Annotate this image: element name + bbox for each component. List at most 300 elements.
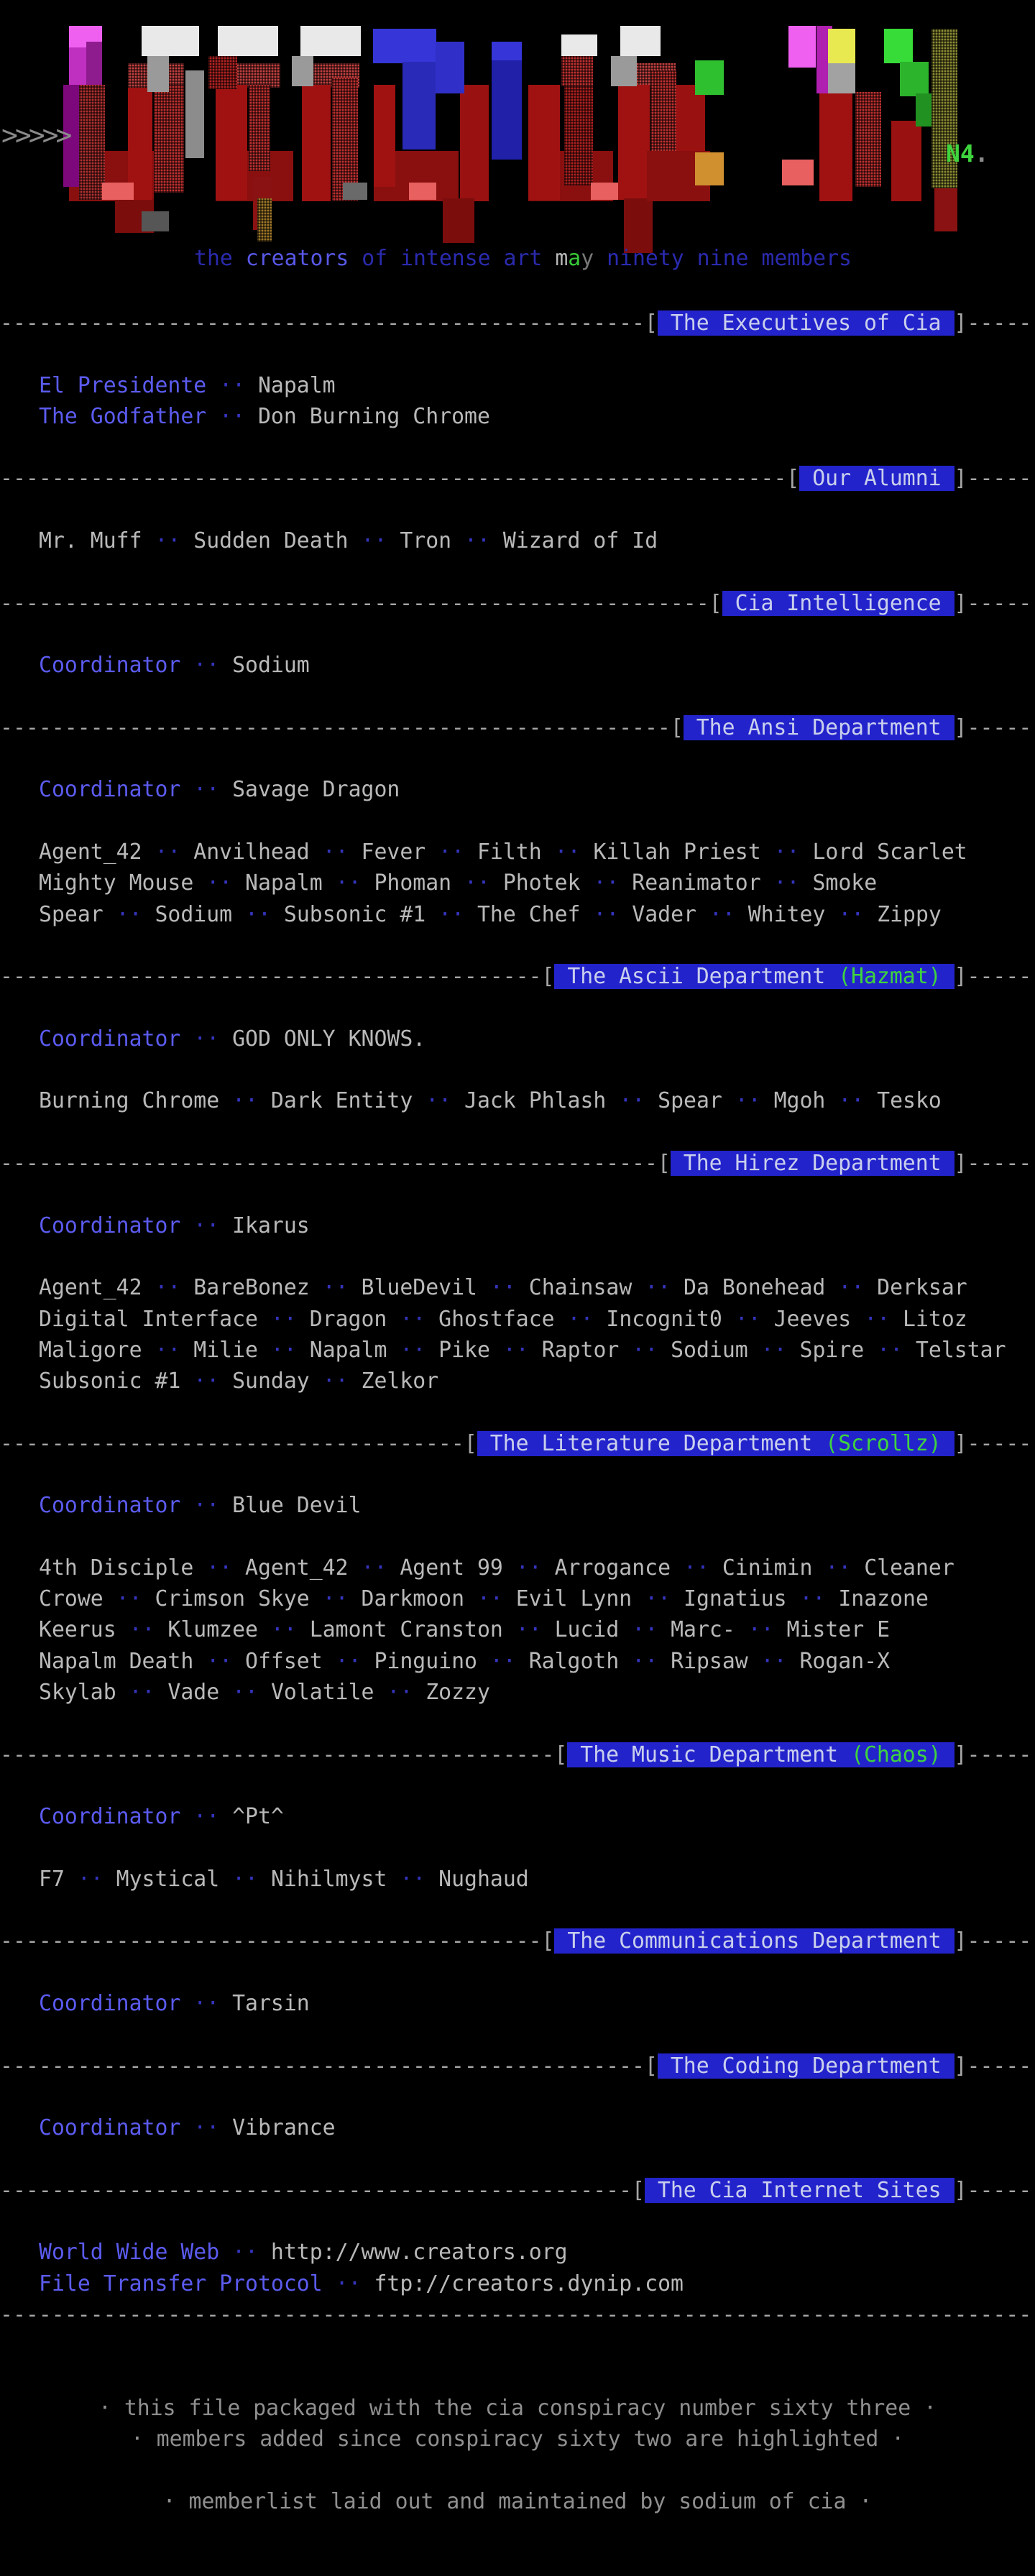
separator-dots: ··: [489, 1337, 542, 1363]
member-name: Arrogance: [554, 1555, 671, 1581]
separator-dots: ··: [387, 1306, 439, 1332]
section-divider: [0, 712, 1035, 743]
divider-dashes: -------------------------------------------: [0, 1742, 555, 1767]
tagline-segment: the: [194, 246, 246, 271]
tagline-segment: m: [555, 246, 569, 271]
member-name: Savage Dragon: [232, 777, 400, 803]
logo-art-block: [900, 62, 929, 96]
spacer: [0, 556, 1035, 587]
member-name: Tesko: [877, 1088, 942, 1114]
logo-art-block: [492, 42, 522, 62]
logo-art-block: [218, 26, 278, 56]
separator-dots: ··: [322, 870, 374, 896]
spacer: [0, 806, 1035, 837]
member-name: Cinimin: [722, 1555, 813, 1581]
label-row: [0, 1490, 1035, 1521]
member-name: The Chef: [477, 901, 581, 927]
logo-art-block: [460, 85, 489, 201]
divider-rule: [0, 2299, 1035, 2330]
member-row: [0, 837, 1035, 868]
logo-art-block: [374, 85, 395, 187]
member-name: Lamont Cranston: [309, 1617, 503, 1643]
separator-dots: ··: [825, 1275, 878, 1301]
member-row: [0, 1614, 1035, 1645]
label-row: [0, 370, 1035, 401]
separator-dots: ··: [180, 2115, 233, 2141]
separator-dots: ··: [619, 1648, 671, 1674]
logo-art-block: [102, 183, 134, 200]
member-name: GOD ONLY KNOWS.: [232, 1026, 426, 1052]
open-bracket: [: [464, 1430, 477, 1456]
label-row: [0, 2112, 1035, 2143]
logo-art-block: [650, 70, 676, 158]
spacer: [0, 2019, 1035, 2050]
member-name: Darkmoon: [361, 1586, 465, 1612]
member-name: Smoke: [812, 870, 878, 896]
separator-dots: ··: [812, 1555, 865, 1581]
logo-art-block: [782, 160, 814, 185]
separator-dots: ··: [193, 870, 246, 896]
member-name: Subsonic #1: [283, 901, 426, 927]
member-name: F7: [39, 1866, 65, 1892]
section-divider: [0, 1926, 1035, 1956]
spacer: [0, 1895, 1035, 1926]
divider-dashes: -------------------------------------------------: [0, 2177, 632, 2203]
member-name: Tron: [400, 528, 452, 554]
separator-dots: ··: [348, 1555, 400, 1581]
member-name: Sunday: [232, 1368, 310, 1394]
label-row: [0, 1801, 1035, 1832]
member-name: Wizard of Id: [502, 528, 658, 554]
tagline-segment: ninety nine members: [594, 246, 852, 271]
spacer: [0, 743, 1035, 774]
open-bracket: [: [632, 2177, 645, 2203]
member-name: Killah Priest: [593, 840, 761, 865]
open-bracket: [: [657, 1151, 671, 1177]
divider-dashes: -----: [967, 466, 1032, 492]
separator-dots: ··: [193, 1555, 246, 1581]
separator-dots: ··: [116, 1617, 168, 1643]
spacer: [0, 2362, 1035, 2393]
label-row: [0, 650, 1035, 681]
member-name: 4th Disciple: [39, 1555, 194, 1581]
member-name: Pike: [438, 1337, 490, 1363]
divider-dashes: -----: [967, 2053, 1032, 2079]
logo-art-block: [443, 198, 474, 243]
separator-dots: ··: [257, 1306, 310, 1332]
divider-dashes: -----: [967, 1151, 1032, 1177]
member-name: Whitey: [748, 901, 826, 927]
spacer: [0, 2455, 1035, 2485]
member-name: Sodium: [671, 1337, 748, 1363]
spacer: [0, 1459, 1035, 1490]
separator-dots: ··: [632, 1586, 684, 1612]
member-row: [0, 1335, 1035, 1366]
divider-dashes: ------------------------------------------: [0, 1928, 542, 1954]
close-bracket: ]: [954, 1151, 967, 1177]
member-name: Maligore: [39, 1337, 142, 1363]
section-badge: The Ascii Department (Hazmat): [554, 964, 954, 989]
divider-dashes: --------------------------------------------------: [0, 310, 645, 336]
footer-note: · members added since conspiracy sixty two are highlighted ·: [130, 2426, 905, 2452]
divider-dashes: -------------------------------------------------------------: [0, 466, 787, 492]
member-row: [0, 1304, 1035, 1335]
spacer: [0, 2206, 1035, 2237]
member-name: Burning Chrome: [39, 1088, 220, 1114]
logo-art-block: [828, 29, 855, 63]
section-divider: [0, 463, 1035, 494]
spacer: [0, 1957, 1035, 1988]
separator-dots: ··: [748, 1337, 800, 1363]
close-bracket: ]: [954, 466, 967, 492]
separator-dots: ··: [477, 1275, 529, 1301]
divider-dashes: ------------------------------------: [0, 1430, 464, 1456]
member-name: Digital Interface: [39, 1306, 258, 1332]
logo-art-block: [436, 42, 464, 93]
member-name: Agent_42: [39, 840, 142, 865]
logo-art-block: [611, 56, 637, 86]
member-name: Tarsin: [232, 1991, 310, 2017]
separator-dots: ··: [825, 1088, 878, 1114]
separator-dots: ··: [322, 1648, 374, 1674]
member-name: Lord Scarlet: [812, 840, 967, 865]
divider-dashes: --------------------------------------------------: [0, 2053, 645, 2079]
logo-art-block: [788, 26, 816, 68]
section-divider: [0, 2175, 1035, 2206]
member-row: [0, 1646, 1035, 1677]
separator-dots: ··: [309, 1586, 362, 1612]
member-name: Agent_42: [39, 1275, 142, 1301]
separator-dots: ··: [309, 840, 362, 865]
spacer: [0, 619, 1035, 650]
separator-dots: ··: [619, 1337, 671, 1363]
spacer: [0, 993, 1035, 1024]
separator-dots: ··: [477, 1648, 529, 1674]
member-name: Crowe: [39, 1586, 104, 1612]
open-bracket: [: [644, 2053, 658, 2079]
section-divider: [0, 961, 1035, 992]
logo-art-block: [292, 56, 313, 86]
member-name: Chainsaw: [528, 1275, 632, 1301]
member-name: Phoman: [374, 870, 452, 896]
member-name: Agent_42: [245, 1555, 349, 1581]
member-row: [0, 868, 1035, 898]
separator-dots: ··: [735, 1617, 787, 1643]
separator-dots: ··: [180, 1991, 233, 2017]
logo-art-block: [819, 92, 852, 201]
separator-dots: ··: [180, 653, 233, 678]
footer-note: · this file packaged with the cia conspiracy number sixty three ·: [98, 2395, 937, 2421]
separator-dots: ··: [451, 870, 503, 896]
separator-dots: ··: [851, 1306, 903, 1332]
logo-art-block: [373, 29, 436, 63]
separator-dots: ··: [696, 901, 748, 927]
section-badge: The Music Department (Chaos): [567, 1742, 954, 1767]
member-row: [0, 525, 1035, 556]
footer-note: · memberlist laid out and maintained by sodium of cia ·: [162, 2488, 873, 2514]
member-row: [0, 1864, 1035, 1895]
spacer: [0, 339, 1035, 369]
logo-art-block: [343, 183, 367, 200]
member-name: Mighty Mouse: [39, 870, 194, 896]
role-label: El Presidente: [39, 372, 207, 398]
logo-art-block: [154, 85, 184, 193]
label-row: [0, 774, 1035, 805]
spacer: [0, 494, 1035, 525]
section-badge: The Communications Department: [554, 1928, 954, 1954]
spacer: [0, 1708, 1035, 1739]
separator-dots: ··: [180, 1368, 233, 1394]
divider-dashes: -----: [967, 590, 1032, 616]
member-name: http://www.creators.org: [270, 2240, 568, 2266]
section-badge: The Executives of Cia: [658, 310, 954, 336]
member-name: Fever: [361, 840, 426, 865]
separator-dots: ··: [180, 1493, 233, 1519]
separator-dots: ··: [374, 1680, 426, 1706]
label-row: [0, 2268, 1035, 2299]
member-row: [0, 1366, 1035, 1397]
separator-dots: ··: [464, 1586, 516, 1612]
member-name: Mystical: [116, 1866, 220, 1892]
separator-dots: ··: [257, 1337, 310, 1363]
member-name: Sodium: [232, 653, 310, 678]
spacer: [0, 1770, 1035, 1801]
separator-dots: ··: [632, 1275, 684, 1301]
tagline-segment: creators: [245, 246, 349, 271]
section-divider: [0, 1148, 1035, 1179]
member-name: Rogan-X: [799, 1648, 891, 1674]
logo-art-block: [620, 26, 661, 56]
divider-dashes: ----------------------------------------------------: [0, 714, 671, 740]
tagline-segment: of intense art: [349, 246, 556, 271]
spacer: [0, 2330, 1035, 2361]
member-name: Derksar: [877, 1275, 967, 1301]
member-name: Mister E: [786, 1617, 891, 1643]
role-label: Coordinator: [39, 1493, 181, 1519]
member-name: Litoz: [903, 1306, 967, 1332]
separator-dots: ··: [541, 840, 594, 865]
section-badge: The Literature Department (Scrollz): [477, 1431, 954, 1456]
group-logo-art: [0, 0, 1035, 308]
logo-art-block: [561, 34, 597, 56]
member-name: Sodium: [155, 901, 233, 927]
open-bracket: [: [541, 1928, 555, 1954]
logo-art-block: [676, 85, 705, 158]
issue-suffix: .: [974, 139, 989, 167]
member-name: Klumzee: [167, 1617, 258, 1643]
logo-art-block: [185, 70, 204, 158]
tagline: [194, 243, 852, 274]
member-name: Spire: [799, 1337, 865, 1363]
role-label: Coordinator: [39, 2115, 181, 2141]
tagline-segment: y: [581, 246, 594, 271]
logo-art-block: [891, 121, 921, 201]
separator-dots: ··: [606, 1088, 658, 1114]
role-label: Coordinator: [39, 1991, 181, 2017]
member-name: Milie: [193, 1337, 258, 1363]
member-row: [0, 1272, 1035, 1303]
divider-dashes: -----: [967, 2177, 1032, 2203]
open-bracket: [: [541, 964, 555, 990]
member-name: Nughaud: [438, 1866, 529, 1892]
member-name: Ripsaw: [671, 1648, 748, 1674]
divider-dashes: ---------------------------------------------------: [0, 1151, 658, 1177]
separator-dots: ··: [142, 1275, 194, 1301]
close-bracket: ]: [954, 964, 967, 990]
member-name: Blue Devil: [232, 1493, 362, 1519]
memberlist-body: [0, 308, 1035, 2517]
member-name: Ikarus: [232, 1213, 310, 1238]
separator-dots: ··: [722, 1306, 774, 1332]
close-bracket: ]: [954, 310, 967, 336]
member-name: Zozzy: [426, 1680, 490, 1706]
section-divider: [0, 1739, 1035, 1770]
close-bracket: ]: [954, 2177, 967, 2203]
member-name: Telstar: [915, 1337, 1006, 1363]
separator-dots: ··: [103, 1586, 155, 1612]
role-label: Coordinator: [39, 1804, 181, 1830]
separator-dots: ··: [103, 901, 155, 927]
member-name: Da Bonehead: [684, 1275, 826, 1301]
logo-art-block: [216, 85, 247, 200]
spacer: [0, 681, 1035, 712]
member-row: [0, 1085, 1035, 1116]
member-name: Spear: [658, 1088, 722, 1114]
separator-dots: ··: [748, 1648, 800, 1674]
member-name: Napalm Death: [39, 1648, 194, 1674]
logo-art-block: [828, 63, 855, 93]
separator-dots: ··: [722, 1088, 774, 1114]
member-name: Skylab: [39, 1680, 116, 1706]
logo-art-block: [302, 85, 331, 201]
member-name: Keerus: [39, 1617, 116, 1643]
member-name: BlueDevil: [361, 1275, 477, 1301]
logo-art-block: [402, 62, 436, 150]
separator-dots: ··: [219, 1088, 271, 1114]
role-label: File Transfer Protocol: [39, 2271, 323, 2296]
close-bracket: ]: [954, 714, 967, 740]
member-name: Agent 99: [400, 1555, 503, 1581]
section-divider: [0, 308, 1035, 339]
separator-dots: ··: [580, 870, 632, 896]
logo-art-block: [855, 92, 881, 187]
member-name: Jack Phlash: [464, 1088, 607, 1114]
member-row: [0, 899, 1035, 930]
logo-art-block: [528, 85, 560, 200]
badge-accent: (Chaos): [851, 1742, 942, 1767]
separator-dots: ··: [232, 901, 284, 927]
member-name: Ignatius: [684, 1586, 787, 1612]
member-name: Crimson Skye: [155, 1586, 310, 1612]
logo-art-block: [79, 85, 105, 200]
separator-dots: ··: [619, 1617, 671, 1643]
spacer: [0, 1241, 1035, 1272]
open-bracket: [: [709, 590, 722, 616]
separator-dots: ··: [426, 840, 477, 865]
separator-dots: ··: [387, 1866, 439, 1892]
close-bracket: ]: [954, 1928, 967, 1954]
separator-dots: ··: [219, 1680, 271, 1706]
divider-dashes: -----: [967, 1928, 1032, 1954]
separator-dots: ··: [864, 1337, 916, 1363]
section-badge: The Hirez Department: [671, 1151, 954, 1176]
label-row: [0, 1210, 1035, 1241]
member-name: BareBonez: [193, 1275, 310, 1301]
section-badge: Cia Intelligence: [722, 591, 954, 616]
divider-dashes: --------------------------------------------------------------------------------: [0, 2302, 1032, 2327]
separator-dots: ··: [206, 403, 258, 429]
separator-dots: ··: [426, 901, 477, 927]
separator-dots: ··: [116, 1680, 168, 1706]
logo-art-block: [492, 60, 522, 160]
member-name: Cleaner: [864, 1555, 954, 1581]
spacer: [0, 2144, 1035, 2175]
spacer: [0, 1179, 1035, 1210]
separator-dots: ··: [193, 1648, 246, 1674]
member-name: Lucid: [554, 1617, 620, 1643]
label-row: [0, 1024, 1035, 1054]
logo-art-block: [618, 85, 650, 200]
separator-dots: ··: [180, 1026, 233, 1052]
separator-dots: ··: [580, 901, 632, 927]
spacer: [0, 1054, 1035, 1085]
spacer: [0, 2082, 1035, 2112]
role-label: Coordinator: [39, 1213, 181, 1238]
separator-dots: ··: [502, 1617, 555, 1643]
member-row: [0, 1677, 1035, 1708]
member-name: ^Pt^: [232, 1804, 284, 1830]
badge-accent: (Scrollz): [825, 1430, 942, 1456]
member-name: Don Burning Chrome: [257, 403, 490, 429]
close-bracket: ]: [954, 1430, 967, 1456]
separator-dots: ··: [180, 1213, 233, 1238]
logo-art-block: [564, 85, 593, 185]
member-name: Filth: [477, 840, 542, 865]
divider-dashes: ------------------------------------------: [0, 964, 542, 990]
separator-dots: ··: [387, 1337, 439, 1363]
divider-dashes: -----: [967, 1742, 1032, 1767]
logo-art-block: [934, 181, 957, 231]
member-name: Mgoh: [773, 1088, 826, 1114]
separator-dots: ··: [309, 1275, 362, 1301]
role-label: Coordinator: [39, 1026, 181, 1052]
member-name: Dark Entity: [270, 1088, 413, 1114]
section-divider: [0, 2051, 1035, 2082]
member-name: Vade: [167, 1680, 220, 1706]
open-bracket: [: [554, 1742, 568, 1767]
member-name: Spear: [39, 901, 104, 927]
separator-dots: ··: [206, 372, 258, 398]
separator-dots: ··: [825, 901, 878, 927]
close-bracket: ]: [954, 590, 967, 616]
section-badge: The Coding Department: [658, 2053, 954, 2079]
member-name: Mr. Muff: [39, 528, 142, 554]
role-label: World Wide Web: [39, 2240, 220, 2266]
close-bracket: ]: [954, 1742, 967, 1767]
divider-dashes: -----: [967, 310, 1032, 336]
logo-art-block: [884, 29, 913, 63]
member-name: Nihilmyst: [270, 1866, 387, 1892]
separator-dots: ··: [180, 1804, 233, 1830]
section-badge: The Cia Internet Sites: [645, 2178, 954, 2203]
spacer: [0, 1117, 1035, 1148]
logo-art-block: [561, 56, 593, 86]
section-badge: Our Alumni: [799, 466, 954, 491]
separator-dots: ··: [671, 1555, 722, 1581]
member-name: Ralgoth: [528, 1648, 620, 1674]
close-bracket: ]: [954, 2053, 967, 2079]
logo-art-block: [257, 198, 272, 242]
